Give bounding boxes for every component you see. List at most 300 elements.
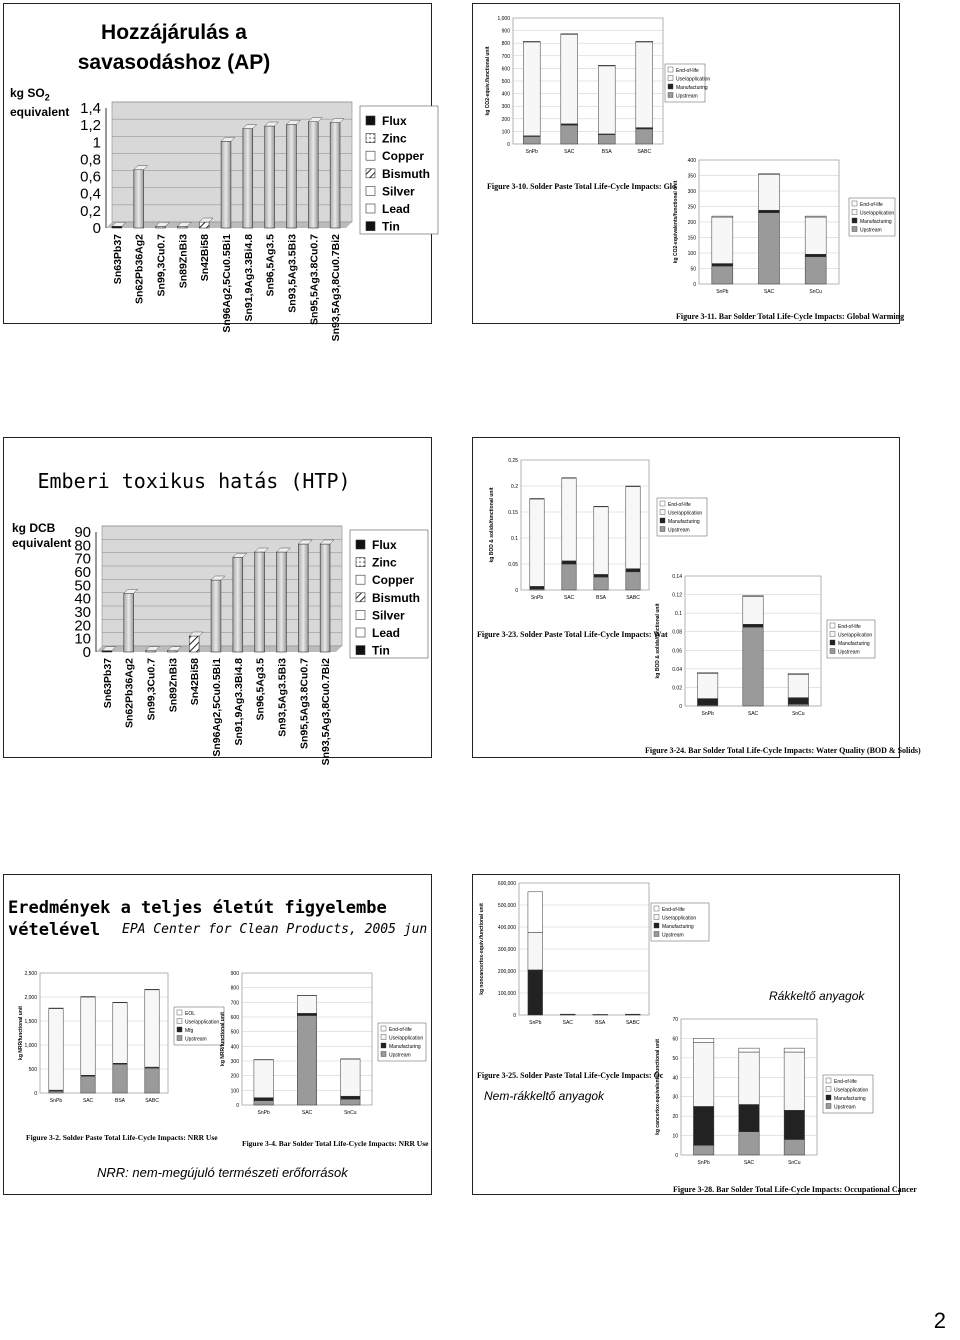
bar-segment [784,1110,804,1139]
bar [233,557,243,652]
y-tick-label: 400 [501,91,510,98]
legend-swatch [366,169,375,178]
bar-segment [697,674,717,699]
y-tick-label: 200 [687,220,696,226]
bar-segment [561,34,578,123]
y-tick-label: 400 [687,158,696,164]
legend-label: Bismuth [382,166,430,181]
x-tick-label: Sn91,9Ag3.3Bi4.8 [232,658,245,746]
legend-label: Manufacturing [834,1096,866,1102]
bar [221,141,231,228]
legend-label: Use/application [838,632,873,639]
legend-swatch [852,201,857,206]
bar-segment [759,174,780,175]
bar-segment [594,574,608,577]
x-tick-label: SnPb [529,1020,542,1026]
bar-segment [712,264,733,266]
y-axis-label: kg NRR/functional unit [18,1006,24,1060]
legend-label: Manufacturing [838,641,870,647]
x-tick-label: BSA [595,1020,606,1026]
legend-swatch [826,1095,831,1100]
bar-segment [594,506,608,507]
bar-segment [788,698,808,705]
bar [255,552,265,652]
legend-label: Manufacturing [668,519,700,525]
legend-swatch [366,186,375,195]
x-tick-label: Sn91,9Ag3.3Bi4.8 [242,234,255,322]
legend-label: Silver [382,184,415,199]
x-tick-label: Sn62Pb36Ag2 [123,658,136,729]
y-tick-label: 600,000 [497,881,516,887]
x-tick-label: SnCu [809,289,822,295]
legend-swatch [830,623,835,628]
x-tick-label: Sn96,5Ag3.5 [264,233,277,297]
y-tick-label: 0 [515,588,518,594]
legend-label: Upstream [860,227,882,234]
legend-swatch [668,93,673,98]
bar-segment [594,577,608,590]
legend-label: Upstream [834,1104,856,1111]
legend-label: Upstream [838,649,860,656]
y-tick-label: 0.12 [672,592,682,599]
nrr-paste-chart [18,967,228,1107]
figure-caption: Figure 3-10. Solder Paste Total Life-Cycle Impacts: Glo [487,182,677,191]
y-tick-label: 50 [672,1055,678,1062]
slide-global-warming [472,3,905,324]
bar-segment [712,217,733,264]
y-tick-label: 800 [230,985,239,992]
y-tick-label: 500 [230,1029,239,1036]
x-tick-label: Sn62Pb36Ag2 [133,234,146,305]
x-tick-label: Sn93,5Ag3.5Bi3 [276,658,289,737]
x-tick-label: SnPb [716,289,729,295]
y-tick-label: 0,6 [80,168,101,186]
y-axis-label: kg CO2-equivalents/functional unit [673,180,679,264]
y-tick-label: 100,000 [497,991,516,997]
y-tick-label: 1,000 [497,16,510,22]
y-tick-label: 0.2 [511,484,518,490]
x-tick-label: BSA [595,595,607,601]
slide-nrr [3,874,432,1195]
y-tick-label: 60 [672,1036,678,1043]
figure-caption: Figure 3-23. Solder Paste Total Life-Cycle Impacts: Wat [477,630,668,639]
legend-swatch [654,906,659,911]
y-tick-label: 0,4 [80,185,101,203]
legend-swatch [668,84,673,89]
legend-swatch [177,1036,182,1041]
x-tick-label: SAC [82,1098,94,1104]
bar-segment [530,586,544,589]
y-tick-label: 0.1 [511,536,518,542]
bar-segment [254,1101,273,1105]
x-tick-label: Sn93,5Ag3.5Bi3 [286,233,299,313]
y-tick-label: 10 [74,630,91,648]
y-axis-label: kg DCB equivalent [12,521,72,550]
y-tick-label: 20 [672,1114,678,1121]
bar-segment [49,1009,63,1091]
legend-label: Use/application [860,210,895,217]
y-tick-label: 1,000 [24,1043,37,1049]
legend-swatch [826,1078,831,1083]
y-tick-label: 80 [74,537,91,555]
legend-swatch [356,646,365,655]
bar-segment [598,65,615,66]
occ-bar-chart [651,1011,897,1177]
bar-segment [297,1016,317,1105]
source-note: EPA Center for Clean Products, 2005 jun [122,922,428,937]
x-tick-label: SnCu [792,711,805,717]
y-tick-label: 0.06 [672,648,682,655]
bar-segment [697,673,717,674]
x-tick-label: Sn96Ag2,5Cu0.5Bi1 [211,658,223,757]
x-tick-label: SAC [563,595,575,601]
legend-swatch [356,610,365,619]
legend-swatch [356,540,365,549]
bar-segment [739,1104,759,1131]
bar-segment [739,1132,759,1155]
legend-swatch [177,1019,182,1024]
bar-segment [712,216,733,217]
legend-swatch [852,227,857,232]
x-tick-label: SAC [562,1020,573,1026]
legend-label: EOL [185,1011,196,1017]
x-tick-label: SAC [564,149,575,155]
legend-swatch [356,575,365,584]
bar-segment [739,1048,759,1052]
x-tick-label: SABC [145,1098,159,1104]
bar-segment [594,507,608,575]
legend-label: End-of-life [389,1027,412,1033]
y-tick-label: 0.05 [508,562,518,568]
bar [308,122,318,228]
bar-segment [562,478,576,479]
x-tick-label: SAC [301,1110,313,1116]
legend-swatch [356,628,365,637]
x-tick-label: Sn99,3Cu0.7 [155,234,168,297]
y-tick-label: 0 [675,1153,678,1159]
x-tick-label: Sn99,3Cu0.7 [145,658,158,721]
x-tick-label: Sn42Bi58 [189,658,202,706]
legend-label: End-of-life [834,1079,857,1085]
y-tick-label: 900 [501,28,510,35]
bar-segment [784,1139,804,1155]
x-tick-label: SnCu [344,1110,357,1116]
bar-segment [523,42,540,136]
slide-title: Eredmények a teljes életút figyelembe vételével [8,898,387,940]
bar [124,593,134,652]
y-tick-label: 0,2 [80,202,101,220]
bar-segment [523,136,540,144]
y-tick-label: 100 [687,251,696,257]
bar-segment [636,129,653,144]
bar-segment [561,34,578,35]
y-tick-label: 1 [92,134,101,152]
bar-segment [805,217,826,254]
figure-caption: Figure 3-2. Solder Paste Total Life-Cycle Impacts: NRR Use [26,1133,218,1142]
y-tick-label: 800 [501,41,510,48]
legend-swatch [654,915,659,920]
legend-swatch [366,116,375,125]
y-tick-label: 0,8 [80,151,101,169]
bar [177,226,187,228]
y-tick-label: 700 [230,1000,239,1007]
bar [277,552,287,652]
legend-swatch [654,932,659,937]
footnote: NRR: nem-megújuló természeti erőforrások [97,1165,348,1180]
bar-segment [297,996,317,1014]
y-tick-label: 0 [693,282,696,288]
legend-swatch [177,1027,182,1032]
bar-segment [530,498,544,499]
figure-caption: Figure 3-24. Bar Solder Total Life-Cycle Impacts: Water Quality (BOD & Solids) [645,746,921,755]
bar-segment [49,1091,63,1093]
figure-caption: Figure 3-28. Bar Solder Total Life-Cycle Impacts: Occupational Cancer [673,1185,917,1194]
bar [112,226,122,228]
y-axis-label: kg BOD & solids/functional unit [489,487,495,563]
y-tick-label: 700 [501,53,510,60]
bar-segment [788,704,808,706]
bar-segment [743,627,763,706]
bar-segment [598,66,615,134]
y-tick-label: 0 [507,142,510,148]
y-tick-label: 400,000 [497,925,516,931]
bar-segment [693,1038,713,1042]
bar-segment [254,1098,273,1101]
nrr-bar-chart [218,965,430,1119]
legend-label: Use/application [185,1019,220,1026]
bar [156,226,166,228]
legend-swatch [660,518,665,523]
bar [102,651,112,652]
y-tick-label: 50 [74,577,91,595]
x-tick-label: SAC [763,289,775,295]
y-tick-label: 500,000 [497,903,516,909]
legend-label: Copper [372,573,414,588]
slide-acidification [3,3,432,342]
legend-swatch [852,210,857,215]
y-tick-label: 0.08 [672,629,682,636]
bar [199,222,209,228]
legend-swatch [830,640,835,645]
y-tick-label: 30 [672,1094,678,1101]
y-tick-label: 350 [687,173,696,180]
slide-human-toxicity [3,437,432,766]
bar-segment [626,487,640,569]
y-axis-label: kg NRR/functional unit [220,1012,226,1066]
x-tick-label: SnCu [788,1160,801,1166]
legend-swatch [660,510,665,515]
legend-label: End-of-life [838,624,861,630]
y-tick-label: 300 [501,104,510,111]
legend-label: Copper [382,149,424,164]
bar-segment [562,478,576,561]
bar-segment [743,596,763,624]
y-tick-label: 300 [687,189,696,195]
y-tick-label: 0.25 [508,458,518,464]
y-tick-label: 60 [74,564,91,581]
legend-label: Mfg [185,1028,194,1034]
legend-swatch [177,1010,182,1015]
bar-segment [759,175,780,211]
y-tick-label: 2,500 [24,971,37,977]
y-tick-label: 90 [74,524,91,541]
y-tick-label: 70 [74,550,91,568]
legend-label: Lead [382,202,411,216]
y-tick-label: 0 [513,1013,516,1019]
bar-segment [759,213,780,284]
bar [189,636,199,652]
bar-segment [598,135,615,144]
legend-swatch [366,222,375,231]
legend-label: Upstream [389,1052,411,1059]
bar-segment [81,997,95,1075]
y-axis-label: kg cancertox-equivalents/functional unit [655,1039,661,1135]
gw-paste-chart [475,6,711,164]
bar-segment [784,1048,804,1052]
y-tick-label: 0.04 [672,666,682,673]
legend-label: End-of-life [676,68,699,74]
x-tick-label: SABC [626,595,640,601]
legend-swatch [381,1035,386,1040]
y-tick-label: 900 [230,971,239,977]
bar-segment [528,970,543,1015]
y-axis-label: kg $SO_2$ equivalent [10,86,70,120]
y-tick-label: 0.1 [675,611,682,618]
figure-caption: Figure 3-11. Bar Solder Total Life-Cycle Impacts: Global Warming [676,312,905,321]
bar-segment [530,499,544,586]
legend-label: Manufacturing [860,219,892,225]
y-tick-label: 500 [28,1067,37,1073]
bar-segment [626,572,640,590]
figure-caption: Figure 3-4. Bar Solder Total Life-Cycle Impacts: NRR Use [242,1139,429,1148]
y-tick-label: 10 [672,1133,678,1140]
legend-swatch [668,76,673,81]
bar-segment [743,624,763,627]
bar-segment [712,266,733,284]
x-tick-label: BSA [601,149,612,155]
bar-segment [297,1013,317,1015]
label-noncarcinogenic: Nem-rákkeltő anyagok [484,1089,605,1103]
y-tick-label: 0.15 [508,510,518,516]
legend-swatch [830,649,835,654]
bar-segment [636,42,653,128]
legend-label: Upstream [676,93,698,100]
bar-segment [562,561,576,564]
legend-swatch [381,1052,386,1057]
legend-label: Bismuth [372,590,420,605]
legend-label: Use/application [668,510,703,517]
bar-segment [562,564,576,590]
legend-swatch [356,558,365,567]
y-tick-label: 0 [679,704,682,710]
legend-swatch [668,67,673,72]
x-tick-label: Sn93,5Ag3,8Cu0.7Bi2 [320,658,333,766]
bar-segment [523,41,540,42]
legend-label: Zinc [382,131,407,146]
y-tick-label: 200,000 [497,969,516,975]
bar [287,124,297,228]
bar [167,651,177,652]
legend-swatch [852,218,857,223]
legend-label: Tin [372,643,390,658]
y-tick-label: 1,500 [24,1019,37,1025]
legend-label: Use/application [676,76,711,83]
y-tick-label: 40 [672,1075,678,1082]
legend-swatch [366,151,375,160]
bar-segment [693,1042,713,1106]
slide-water-quality [472,437,921,758]
bar-segment [805,257,826,284]
y-tick-label: 0.14 [672,574,682,580]
x-tick-label: Sn63Pb37 [111,234,124,285]
bar-segment [341,1096,361,1099]
x-tick-label: SABC [625,1020,640,1026]
bar-segment [113,1064,127,1093]
x-tick-label: Sn63Pb37 [101,658,114,709]
x-tick-label: BSA [114,1098,126,1104]
legend-label: Zinc [372,555,397,570]
x-tick-label: SnPb [530,595,544,601]
bar-segment [561,125,578,144]
bar [146,651,156,652]
y-tick-label: 250 [687,204,696,211]
bar-segment [528,933,543,970]
bar-segment [784,1052,804,1110]
y-tick-label: 30 [74,604,91,621]
y-tick-label: 200 [230,1073,239,1080]
legend-label: Flux [372,538,397,552]
y-tick-label: 400 [230,1044,239,1051]
legend-swatch [356,593,365,602]
bar-segment [113,1003,127,1063]
bar-segment [145,1068,159,1093]
bar-segment [254,1060,273,1098]
bar-segment [341,1059,361,1096]
y-tick-label: 20 [74,617,91,635]
y-tick-label: 100 [230,1088,239,1095]
x-tick-label: SAC [743,1160,755,1166]
gw-bar-chart [669,154,897,304]
y-axis-label: kg BOD & solids/functional unit [655,603,661,679]
y-tick-label: 1,2 [80,117,101,135]
y-tick-label: 0 [92,220,101,237]
y-tick-label: 150 [687,235,696,242]
x-tick-label: SnPb [701,711,714,717]
y-tick-label: 2,000 [24,995,37,1001]
bar [211,580,221,652]
x-tick-label: Sn96Ag2,5Cu0.5Bi1 [221,234,233,333]
y-tick-label: 50 [690,266,696,273]
legend-label: Lead [372,626,401,640]
legend-swatch [660,501,665,506]
x-tick-label: SABC [637,149,652,155]
y-axis-label: kg CO2-equiv./functional unit [485,46,491,116]
y-tick-label: 500 [501,79,510,85]
legend-swatch [660,527,665,532]
bar-segment [739,1052,759,1104]
legend-swatch [830,632,835,637]
legend-label: End-of-life [860,202,883,208]
y-tick-label: 200 [501,116,510,123]
htp-chart [62,524,427,766]
x-tick-label: Sn42Bi58 [199,234,212,282]
bar-segment [759,210,780,212]
x-tick-label: SnPb [49,1098,63,1104]
legend-swatch [654,923,659,928]
legend-swatch [381,1026,386,1031]
legend-swatch [366,204,375,213]
bar [243,129,253,228]
